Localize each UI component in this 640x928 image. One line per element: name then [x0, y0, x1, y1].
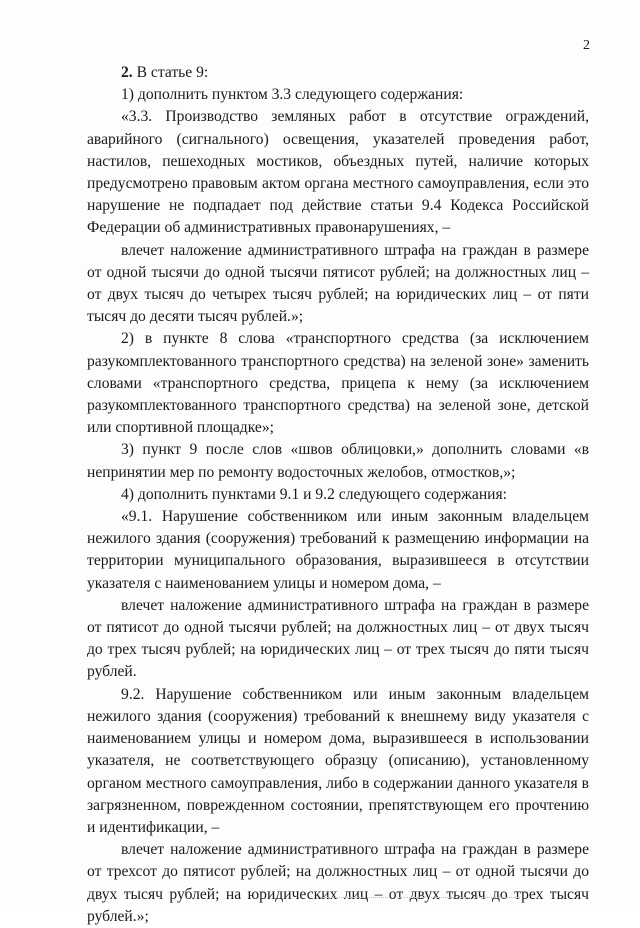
- document-body: [87, 62, 589, 928]
- paragraph-penalty-9-1: влечет наложение административного штрафа на граждан в размере от пятисот до одной тысячи рублей; на должностных лиц – от двух тысяч до трех тысяч рублей; на юридических лиц – от трех тысяч до пяти тысяч рублей.: [87, 596, 589, 681]
- paragraph-item-2: 2) в пункте 8 слова «транспортного средства (за исключением разукомплектованного транспортного средства) на зеленой зоне» заменить словами «транспортного средства, прицепа к нему (за исключением разукомплектованного транспортного средства) на зеленой зоне, детской или спортивной площадке»;: [87, 330, 589, 437]
- page-number: 2: [583, 38, 590, 53]
- paragraph-penalty-9-2: влечет наложение административного штрафа на граждан в размере от трехсот до пятисот рублей; на должностных лиц – от одной тысячи до двух тысяч рублей; на юридических лиц – от двух тысяч до трех тысяч рублей.»;: [87, 841, 589, 925]
- scan-artifact: [320, 897, 520, 901]
- paragraph-item-4: 4) дополнить пунктами 9.1 и 9.2 следующего содержания:: [121, 485, 508, 503]
- paragraph-clause-9-2: 9.2. Нарушение собственником или иным законным владельцем нежилого здания (сооружения) требований к внешнему виду указателя с наименованием улицы и номером дома, выразившееся в использовании указателя, не соответствующего образцу (описанию), установленному органом местного самоуправления, либо в содержании данного указателя в загрязненном, поврежденном состоянии, препятствующем его прочтению и идентификации, –: [87, 685, 589, 836]
- paragraph-item-3: 3) пункт 9 после слов «швов облицовки,» дополнить словами «в непринятии мер по ремонту водосточных желобов, отмостков,»;: [87, 441, 589, 481]
- paragraph-clause-3-3: «3.3. Производство земляных работ в отсутствие ограждений, аварийного (сигнального) освещения, указателей проведения работ, настилов, пешеходных мостиков, объездных путей, наличие которых предусмотрено правовым актом органа местного самоуправления, если это нарушение не подпадает под действие статьи 9.4 Кодекса Российской Федерации об административных правонарушениях, –: [87, 108, 589, 237]
- section-heading-text: В статье 9:: [132, 64, 209, 81]
- section-number: 2.: [121, 64, 133, 81]
- section-heading: [87, 62, 589, 84]
- paragraph-clause-9-1: «9.1. Нарушение собственником или иным законным владельцем нежилого здания (сооружения) требований к размещению информации на территории муниципального образования, выразившееся в отсутствии указателя с наименованием улицы и номером дома, –: [87, 508, 589, 592]
- paragraph-item-1: 1) дополнить пунктом 3.3 следующего содержания:: [121, 86, 464, 104]
- paragraph-penalty-3-3: влечет наложение административного штрафа на граждан в размере от одной тысячи до одной тысячи пятисот рублей; на должностных лиц – от двух тысяч до четырех тысяч рублей; на юридических лиц – от пяти тысяч до десяти тысяч рублей.»;: [87, 241, 589, 326]
